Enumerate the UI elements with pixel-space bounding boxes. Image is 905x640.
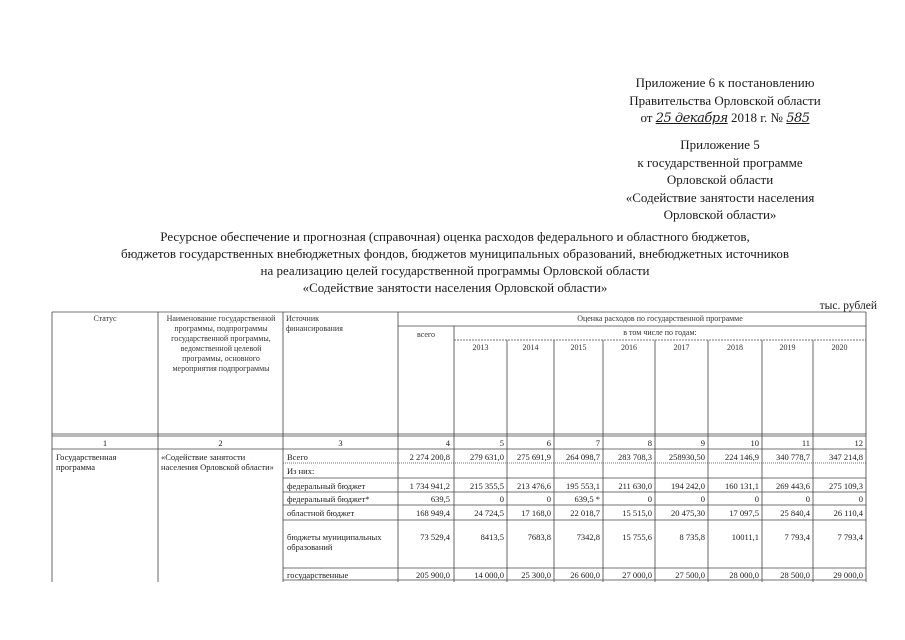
handwritten-number: 585 [786,111,810,126]
col-number: 6 [546,438,551,448]
table-cell: 194 242,0 [671,481,705,491]
table-cell: 8413,5 [480,532,504,542]
title-line4: «Содействие занятости населения Орловской области» [302,280,608,295]
col-number: 12 [854,438,863,448]
table-cell: 7683,8 [527,532,551,542]
appendix-5-line5: Орловской области» [663,207,777,222]
units-label: тыс. рублей [819,300,877,312]
appendix-5-line2: к государственной программе [637,154,803,170]
table-cell: 15 755,6 [622,532,652,542]
col-number: 7 [595,438,600,448]
year-header: 2014 [522,343,539,352]
table-cell: 15 515,0 [622,508,652,518]
table-cell: 639,5 [430,494,450,504]
table-cell: 26 600,0 [570,570,600,580]
row-source: Всего [287,452,308,462]
table-cell: 160 131,1 [725,481,759,491]
table-cell: 213 476,6 [517,481,551,491]
row-source: областной бюджет [287,508,355,518]
table-cell: 0 [647,494,652,504]
table-cell: 24 724,5 [474,508,504,518]
program-name: «Содействие занятости населения Орловской области» [161,452,274,472]
table-cell: 27 500,0 [675,570,705,580]
table-cell: 258930,50 [668,452,705,462]
header-name: Наименование государственной программы, подпрограммы государственной программы, ведомственной целевой программы, основного мероприятия подпрограммы [166,314,276,373]
table-cell: 17 097,5 [729,508,759,518]
title-line3: на реализацию целей государственной программы Орловской области [260,263,650,278]
table-cell: 215 355,5 [470,481,504,491]
row-source: бюджеты муниципальных образований [287,532,382,552]
table-cell: 25 840,4 [780,508,810,518]
row-source: государственные [287,570,349,580]
col-number: 4 [445,438,450,448]
year-header: 2015 [570,343,587,352]
table-cell: 26 110,4 [833,508,863,518]
from-label: от [640,110,653,125]
col-number: 1 [102,438,108,448]
table-cell: 22 018,7 [570,508,600,518]
year-header: 2017 [673,343,690,352]
year-label: 2018 г. № [730,110,783,125]
col-number: 10 [750,438,759,448]
year-header: 2016 [621,343,637,352]
row-source: федеральный бюджет* [287,494,370,504]
table-cell: 25 300,0 [521,570,551,580]
col-number: 2 [218,438,223,448]
header-status: Статус [93,314,117,323]
table-cell: 28 500,0 [780,570,810,580]
appendix-5-line4: «Содействие занятости населения [625,189,815,205]
table-cell: 340 778,7 [776,452,810,462]
table-cell: 73 529,4 [420,532,450,542]
handwritten-date: 25 декабря [655,111,728,126]
table-cell: 205 900,0 [416,570,450,580]
table-cell: 0 [700,494,705,504]
table-cell: 17 168,0 [521,508,551,518]
appendix-6-line1: Приложение 6 к постановлению [635,75,815,90]
title-line2: бюджетов государственных внебюджетных фондов, бюджетов муниципальных образований, внебюджетных источников [121,246,789,261]
table-cell: 20 475,30 [671,508,705,518]
table-cell: 224 146,9 [725,452,759,462]
year-header: 2013 [472,343,489,352]
row-source: федеральный бюджет [287,481,366,491]
table-cell: 275 691,9 [517,452,551,462]
col-number: 11 [801,438,810,448]
year-header: 2019 [779,343,796,352]
table-cell: 0 [546,494,551,504]
table-cell: 7342,8 [576,532,600,542]
appendix-6-line2: Правительства Орловской области [629,92,821,108]
appendix-5-line1: Приложение 5 [680,137,760,152]
table-cell: 28 000,0 [729,570,759,580]
table-cell: 347 214,8 [829,452,863,462]
table-cell: 0 [499,494,504,504]
table-cell: 0 [805,494,810,504]
row-source: Из них: [287,466,315,476]
table-cell: 27 000,0 [622,570,652,580]
table-cell: 10011,1 [731,532,759,542]
table-cell: 275 109,3 [829,481,863,491]
title-line1: Ресурсное обеспечение и прогнозная (справочная) оценка расходов федерального и областного бюджетов, [160,229,750,244]
table-cell: 2 274 200,8 [409,452,450,462]
table-cell: 14 000,0 [474,570,504,580]
table-cell: 0 [858,494,863,504]
table-cell: 7 793,4 [784,532,810,542]
table-cell: 283 708,3 [618,452,652,462]
col-number: 8 [647,438,652,448]
year-header: 2020 [831,343,848,352]
table-cell: 1 734 941,2 [409,481,450,491]
table-cell: 211 630,0 [618,481,652,491]
table-cell: 7 793,4 [837,532,863,542]
col-number: 9 [700,438,705,448]
header-estimate: Оценка расходов по государственной программе [577,314,743,323]
header-total: всего [416,330,435,339]
table-cell: 195 553,1 [566,481,600,491]
table-cell: 29 000,0 [833,570,863,580]
header-including: в том числе по годам: [623,328,697,337]
appendix-5-line3: Орловской области [666,172,774,187]
year-header: 2018 [727,343,743,352]
col-number: 5 [499,438,504,448]
table-cell: 0 [754,494,759,504]
table-cell: 168 949,4 [416,508,450,518]
program-status: Государственная программа [56,452,117,472]
header-source: Источник финансирования [286,314,343,333]
table-cell: 279 631,0 [470,452,504,462]
table-cell: 8 735,8 [679,532,705,542]
table-cell: 269 443,6 [776,481,810,491]
table-cell: 639,5 * [574,494,600,504]
col-number: 3 [338,438,343,448]
table-cell: 264 098,7 [566,452,600,462]
